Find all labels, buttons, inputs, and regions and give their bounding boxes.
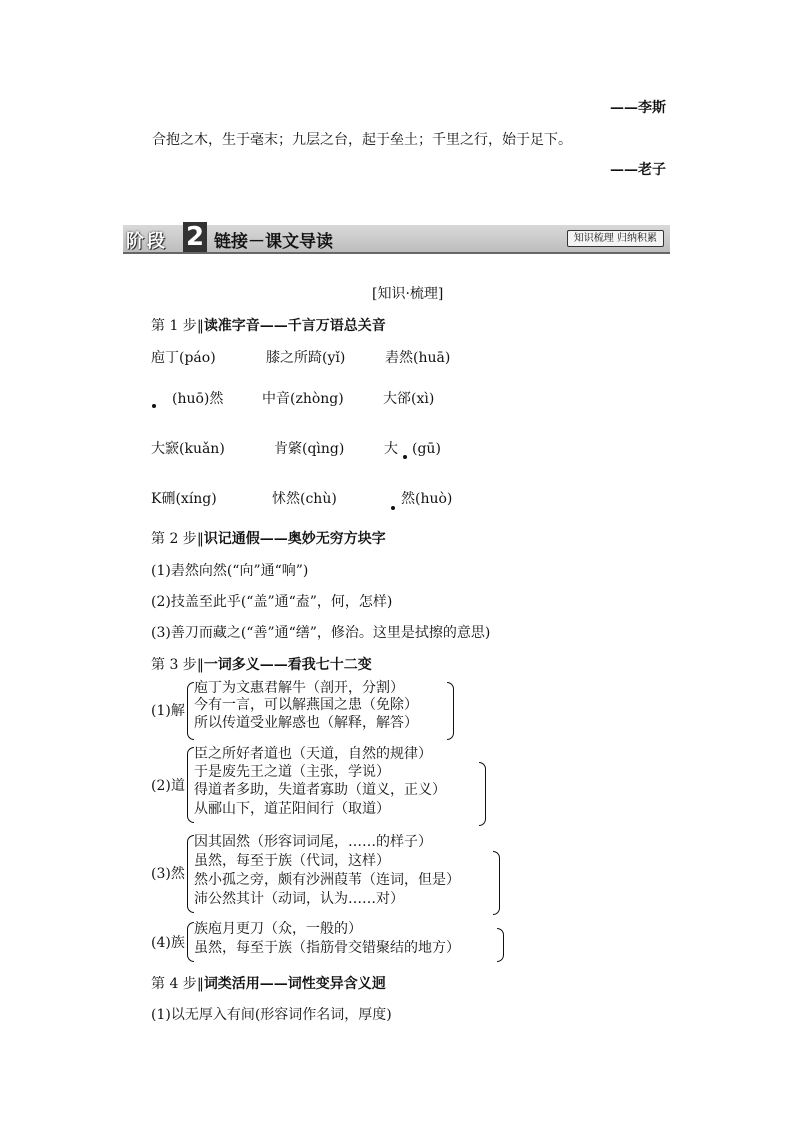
emphasis-dot bbox=[152, 404, 156, 408]
pron-item: K硎(xíng) bbox=[151, 491, 217, 507]
pron-item: 膝之所踦(yǐ) bbox=[266, 350, 346, 366]
stage-label: 阶段 bbox=[126, 231, 168, 252]
right-brace bbox=[447, 682, 454, 740]
step1-heading bbox=[151, 315, 386, 335]
section-title: 链接－课文导读 bbox=[214, 232, 333, 252]
left-brace bbox=[187, 835, 194, 913]
quote-author-lisi: ——李斯 bbox=[610, 100, 666, 116]
pron-item: 肯綮(qìng) bbox=[274, 441, 345, 457]
left-brace bbox=[187, 922, 194, 962]
huoyong-item: (1)以无厚入有间(形容词作名词，厚度) bbox=[151, 1007, 392, 1023]
step-title: 读准字音——千言万语总关音 bbox=[203, 318, 386, 334]
pron-item: (huō)然 bbox=[172, 391, 224, 407]
pron-item: 大郤(xì) bbox=[383, 391, 435, 407]
polysemy-key: (2)道 bbox=[151, 778, 185, 794]
tongjia-item: (3)善刀而藏之(“善”通“缮”，修治。这里是拭擦的意思) bbox=[151, 625, 491, 641]
tongjia-item: (1)砉然向然(“向”通“响”) bbox=[151, 563, 309, 579]
pron-item: 庖丁(páo) bbox=[151, 350, 216, 366]
step-sep: ‖ bbox=[196, 318, 204, 334]
left-brace bbox=[187, 682, 194, 740]
step3-heading: 第 3 步‖一词多义——看我七十二变 bbox=[151, 657, 372, 673]
pron-item: 大 (gū) bbox=[384, 441, 441, 457]
pron-item: 怵然(chù) bbox=[272, 491, 337, 507]
emphasis-dot bbox=[391, 506, 395, 510]
right-brace bbox=[493, 851, 500, 915]
left-brace bbox=[187, 747, 194, 823]
section-banner bbox=[123, 222, 670, 254]
tongjia-item: (2)技盖至此乎(“盖”通“盍”，何，怎样) bbox=[151, 594, 393, 610]
pron-item: 砉然(huā) bbox=[385, 350, 451, 366]
polysemy-key: (1)解 bbox=[151, 703, 185, 719]
pron-item: 中音(zhòng) bbox=[262, 391, 344, 407]
stage-number: 2 bbox=[183, 222, 207, 252]
right-brace bbox=[497, 928, 504, 962]
step4-heading: 第 4 步‖词类活用——词性变异含义迥 bbox=[151, 976, 386, 992]
step2-heading: 第 2 步‖识记通假——奥妙无穷方块字 bbox=[151, 531, 386, 547]
step-label: 第 1 步 bbox=[151, 318, 197, 334]
quote-laozi-text: 合抱之木，生于毫末；九层之台，起于垒土；千里之行，始于足下。 bbox=[152, 132, 572, 148]
pron-item: 然(huò) bbox=[401, 491, 453, 507]
right-brace bbox=[479, 762, 486, 826]
polysemy-key: (4)族 bbox=[151, 935, 185, 951]
pron-item: 大窾(kuǎn) bbox=[151, 441, 225, 457]
knowledge-heading: [知识·梳理] bbox=[372, 286, 444, 302]
section-tag: 知识梳理 归纳积累 bbox=[567, 230, 664, 247]
quote-author-laozi: ——老子 bbox=[610, 162, 666, 178]
polysemy-key: (3)然 bbox=[151, 866, 185, 882]
